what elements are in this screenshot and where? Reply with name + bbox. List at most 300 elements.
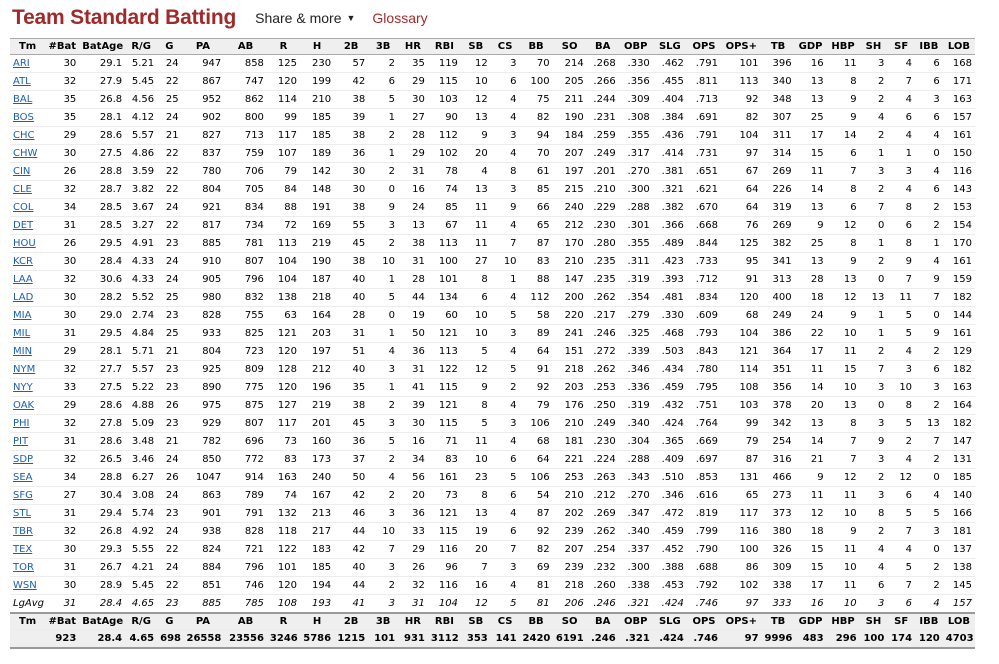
stat-cell-g: 21 (157, 343, 182, 361)
stat-cell-ops-plus: 116 (721, 523, 762, 541)
stat-cell-sb: 13 (461, 505, 491, 523)
total-cell-rbi: 3112 (428, 630, 461, 649)
column-header-h[interactable]: H (300, 39, 334, 55)
stat-cell-ba: .259 (587, 127, 619, 145)
footer-column-header-ba[interactable]: BA (587, 613, 619, 630)
team-link[interactable]: MIL (13, 328, 31, 339)
stat-cell-cs: 3 (491, 415, 520, 433)
stat-cell-slg: .388 (653, 559, 687, 577)
stat-cell-g: 21 (157, 127, 182, 145)
team-link[interactable]: ATL (13, 76, 31, 87)
stat-cell-ibb: 2 (915, 199, 943, 217)
stat-cell-sh: 3 (860, 415, 888, 433)
stat-cell-h: 183 (300, 541, 334, 559)
team-link[interactable]: COL (13, 202, 34, 213)
stat-cell-so: 211 (553, 91, 587, 109)
stat-cell-r: 128 (267, 361, 300, 379)
stat-cell-lob: 161 (943, 253, 975, 271)
stat-cell-ops-plus: 86 (721, 559, 762, 577)
stat-cell-ops-plus: 65 (721, 487, 762, 505)
footer-column-header-3b[interactable]: 3B (368, 613, 398, 630)
stat-cell-ibb: 2 (915, 397, 943, 415)
column-header-pa[interactable]: PA (182, 39, 225, 55)
stat-cell-ops: .691 (687, 109, 721, 127)
stat-cell-slg: .434 (653, 361, 687, 379)
column-header-batage[interactable]: BatAge (79, 39, 125, 55)
footer-column-header-hr[interactable]: HR (398, 613, 428, 630)
stat-cell-sf: 4 (887, 181, 915, 199)
footer-column-header-rbi[interactable]: RBI (428, 613, 461, 630)
team-cell (10, 181, 45, 199)
stat-cell-lob: 182 (943, 361, 975, 379)
column-header-hr[interactable]: HR (398, 39, 428, 55)
stat-cell-ops: .621 (687, 181, 721, 199)
column-header-sf[interactable]: SF (887, 39, 915, 55)
stat-cell-so: 214 (553, 55, 587, 73)
stat-cell-cs: 1 (491, 271, 520, 289)
stat-cell-batage: 28.6 (79, 397, 125, 415)
stat-cell-3b: 7 (368, 541, 398, 559)
team-cell (10, 415, 45, 433)
stat-cell-lob: 171 (943, 73, 975, 91)
share-more-button[interactable] (255, 10, 355, 26)
stat-cell-ab: 858 (224, 55, 267, 73)
stat-cell-sb: 6 (461, 289, 491, 307)
stat-cell-tb: 313 (762, 271, 795, 289)
stat-cell-pa: 851 (182, 577, 225, 595)
stat-cell-so: 176 (553, 397, 587, 415)
stat-cell-obp: .340 (619, 523, 653, 541)
stat-cell-slg: .436 (653, 127, 687, 145)
stat-cell-r-per-g: 4.86 (125, 145, 157, 163)
glossary-link[interactable]: Glossary (372, 10, 428, 26)
total-cell-ab: 23556 (224, 630, 267, 649)
stat-cell-2b: 28 (334, 307, 368, 325)
stat-cell-bb: 83 (520, 253, 553, 271)
stat-cell-r: 104 (267, 271, 300, 289)
stat-cell-ops: .712 (687, 271, 721, 289)
stat-cell-r: 72 (267, 217, 300, 235)
stat-cell-ops-plus: 103 (721, 397, 762, 415)
footer-column-header-ab[interactable]: AB (224, 613, 267, 630)
stat-cell-ops: .751 (687, 397, 721, 415)
column-header-ibb[interactable]: IBB (915, 39, 943, 55)
stat-cell-batage: 29.3 (79, 541, 125, 559)
stat-cell-r-per-g: 4.12 (125, 109, 157, 127)
total-cell-num-bat: 923 (45, 630, 79, 649)
stat-cell-batage: 28.6 (79, 433, 125, 451)
stat-cell-r: 83 (267, 451, 300, 469)
stat-cell-gdp: 15 (795, 559, 827, 577)
team-link[interactable]: MIN (13, 346, 33, 357)
stat-cell-g: 23 (157, 235, 182, 253)
stat-cell-sb: 8 (461, 271, 491, 289)
stat-cell-cs: 8 (491, 163, 520, 181)
team-link[interactable]: CHC (13, 130, 35, 141)
stat-cell-ibb: 5 (915, 505, 943, 523)
stat-cell-r-per-g: 5.09 (125, 415, 157, 433)
footer-column-header-r-per-g[interactable]: R/G (125, 613, 157, 630)
footer-column-header-tb[interactable]: TB (762, 613, 795, 630)
stat-cell-ba: .262 (587, 289, 619, 307)
stat-cell-sh: 3 (860, 55, 888, 73)
stat-cell-g: 24 (157, 523, 182, 541)
footer-column-header-hbp[interactable]: HBP (827, 613, 860, 630)
team-link[interactable]: HOU (13, 238, 36, 249)
stat-cell-so: 181 (553, 433, 587, 451)
stat-cell-batage: 28.9 (79, 577, 125, 595)
team-link[interactable]: LAD (13, 292, 34, 303)
footer-column-header-ibb[interactable]: IBB (915, 613, 943, 630)
team-link[interactable]: TEX (13, 544, 33, 555)
stat-cell-sb: 19 (461, 523, 491, 541)
footer-column-header-gdp[interactable]: GDP (795, 613, 827, 630)
team-link[interactable]: DET (13, 220, 34, 231)
column-header-sh[interactable]: SH (860, 39, 888, 55)
stat-cell-rbi: 121 (428, 325, 461, 343)
stat-cell-lob: 170 (943, 235, 975, 253)
stat-cell-3b: 2 (368, 397, 398, 415)
stat-cell-r-per-g: 3.48 (125, 433, 157, 451)
total-cell-sf: 174 (887, 630, 915, 649)
stat-cell-sh: 2 (860, 469, 888, 487)
stat-cell-sb: 8 (461, 397, 491, 415)
stat-cell-obp: .319 (619, 271, 653, 289)
stat-cell-h: 185 (300, 559, 334, 577)
stat-cell-sb: 12 (461, 361, 491, 379)
total-cell-cs: 141 (491, 630, 520, 649)
stat-cell-sf: 4 (887, 55, 915, 73)
stat-cell-rbi: 116 (428, 577, 461, 595)
stat-cell-slg: .393 (653, 271, 687, 289)
stat-cell-hbp: 12 (827, 217, 860, 235)
footer-column-header-obp[interactable]: OBP (619, 613, 653, 630)
column-header-g[interactable]: G (157, 39, 182, 55)
column-header-ab[interactable]: AB (224, 39, 267, 55)
stat-cell-pa: 921 (182, 199, 225, 217)
stat-cell-slg: .459 (653, 379, 687, 397)
team-cell (10, 487, 45, 505)
stat-cell-so: 170 (553, 235, 587, 253)
lgavg-cell-batage: 28.4 (79, 595, 125, 614)
column-header-num-bat[interactable]: #Bat (45, 39, 79, 55)
column-header-cs[interactable]: CS (491, 39, 520, 55)
stat-cell-ab: 696 (224, 433, 267, 451)
stat-cell-num-bat: 32 (45, 523, 79, 541)
stat-cell-sh: 1 (860, 325, 888, 343)
footer-column-header-pa[interactable]: PA (182, 613, 225, 630)
team-link[interactable]: LAA (13, 274, 33, 285)
stat-cell-hbp: 15 (827, 361, 860, 379)
stat-cell-sf: 11 (887, 289, 915, 307)
stat-cell-hr: 32 (398, 577, 428, 595)
footer-column-header-r[interactable]: R (267, 613, 300, 630)
footer-column-header-g[interactable]: G (157, 613, 182, 630)
total-cell-lob: 4703 (943, 630, 975, 649)
column-header-ops-plus[interactable]: OPS+ (721, 39, 762, 55)
stat-cell-sh: 7 (860, 199, 888, 217)
stat-cell-ab: 832 (224, 289, 267, 307)
column-header-r-per-g[interactable]: R/G (125, 39, 157, 55)
stat-cell-2b: 51 (334, 343, 368, 361)
team-link[interactable]: CIN (13, 166, 31, 177)
stat-cell-r: 117 (267, 415, 300, 433)
column-header-slg[interactable]: SLG (653, 39, 687, 55)
stat-cell-sb: 13 (461, 181, 491, 199)
stat-cell-3b: 10 (368, 523, 398, 541)
stat-cell-batage: 28.4 (79, 253, 125, 271)
team-link[interactable]: SFG (13, 490, 33, 501)
column-header-ba[interactable]: BA (587, 39, 619, 55)
stat-cell-ba: .253 (587, 379, 619, 397)
column-header-gdp[interactable]: GDP (795, 39, 827, 55)
stat-cell-ibb: 9 (915, 325, 943, 343)
stat-cell-ops-plus: 125 (721, 235, 762, 253)
stat-cell-tb: 341 (762, 253, 795, 271)
stat-cell-pa: 905 (182, 271, 225, 289)
stat-cell-ibb: 2 (915, 559, 943, 577)
stat-cell-cs: 10 (491, 253, 520, 271)
stat-cell-ba: .224 (587, 451, 619, 469)
footer-column-header-lob[interactable]: LOB (943, 613, 975, 630)
stat-cell-sf: 7 (887, 73, 915, 91)
team-link[interactable]: KCR (13, 256, 33, 267)
stat-cell-hr: 31 (398, 361, 428, 379)
stat-cell-batage: 28.7 (79, 181, 125, 199)
stat-cell-obp: .355 (619, 235, 653, 253)
stat-cell-num-bat: 35 (45, 91, 79, 109)
stat-cell-2b: 44 (334, 523, 368, 541)
stat-cell-num-bat: 32 (45, 361, 79, 379)
lgavg-cell-hbp: 10 (827, 595, 860, 614)
team-link[interactable]: SDP (13, 454, 34, 465)
stat-cell-sh: 4 (860, 541, 888, 559)
team-link[interactable]: CHW (13, 148, 38, 159)
stat-cell-slg: .472 (653, 505, 687, 523)
stat-cell-cs: 6 (491, 73, 520, 91)
footer-column-header-ops[interactable]: OPS (687, 613, 721, 630)
total-cell-sb: 353 (461, 630, 491, 649)
table-body (10, 55, 975, 614)
stat-cell-3b: 1 (368, 271, 398, 289)
team-cell (10, 451, 45, 469)
stat-cell-ibb: 13 (915, 415, 943, 433)
stat-cell-num-bat: 26 (45, 163, 79, 181)
team-cell (10, 127, 45, 145)
stat-cell-ops: .669 (687, 433, 721, 451)
stat-cell-num-bat: 32 (45, 181, 79, 199)
footer-column-header-sh[interactable]: SH (860, 613, 888, 630)
team-link[interactable]: WSN (13, 580, 37, 591)
total-cell-3b: 101 (368, 630, 398, 649)
column-header-2b[interactable]: 2B (334, 39, 368, 55)
stat-cell-sf: 2 (887, 433, 915, 451)
column-header-r[interactable]: R (267, 39, 300, 55)
stat-cell-ba: .201 (587, 163, 619, 181)
stat-cell-ba: .272 (587, 343, 619, 361)
stat-cell-ba: .262 (587, 523, 619, 541)
stat-cell-sb: 9 (461, 379, 491, 397)
stat-cell-bb: 70 (520, 55, 553, 73)
stat-cell-num-bat: 30 (45, 145, 79, 163)
column-header-tm[interactable]: Tm (10, 39, 45, 55)
stat-cell-hr: 30 (398, 91, 428, 109)
stat-cell-ops-plus: 64 (721, 181, 762, 199)
stat-cell-sh: 1 (860, 235, 888, 253)
table-row (10, 271, 975, 289)
stat-cell-ops-plus: 64 (721, 199, 762, 217)
stat-cell-rbi: 115 (428, 379, 461, 397)
column-header-sb[interactable]: SB (461, 39, 491, 55)
footer-column-header-ops-plus[interactable]: OPS+ (721, 613, 762, 630)
footer-column-header-batage[interactable]: BatAge (79, 613, 125, 630)
stat-cell-rbi: 100 (428, 253, 461, 271)
stat-cell-gdp: 14 (795, 379, 827, 397)
stat-cell-sh: 1 (860, 307, 888, 325)
stat-cell-cs: 9 (491, 199, 520, 217)
team-link[interactable]: NYY (13, 382, 33, 393)
stat-cell-2b: 37 (334, 451, 368, 469)
team-link[interactable]: BAL (13, 94, 33, 105)
column-header-so[interactable]: SO (553, 39, 587, 55)
stat-cell-ops: .697 (687, 451, 721, 469)
stat-cell-slg: .321 (653, 181, 687, 199)
stat-cell-sb: 10 (461, 307, 491, 325)
team-link[interactable]: MIA (13, 310, 32, 321)
stat-cell-rbi: 121 (428, 397, 461, 415)
stat-cell-gdp: 25 (795, 109, 827, 127)
team-link[interactable]: PIT (13, 436, 29, 447)
team-link[interactable]: TBR (13, 526, 33, 537)
footer-column-header-so[interactable]: SO (553, 613, 587, 630)
stat-cell-lob: 164 (943, 397, 975, 415)
stat-cell-slg: .346 (653, 487, 687, 505)
stat-cell-cs: 3 (491, 127, 520, 145)
stat-cell-pa: 824 (182, 541, 225, 559)
stat-cell-hbp: 9 (827, 253, 860, 271)
stat-cell-ops: .791 (687, 55, 721, 73)
team-link[interactable]: STL (13, 508, 32, 519)
stat-cell-cs: 6 (491, 487, 520, 505)
stat-cell-so: 202 (553, 505, 587, 523)
column-header-3b[interactable]: 3B (368, 39, 398, 55)
footer-column-header-tm[interactable]: Tm (10, 613, 45, 630)
stat-cell-hr: 36 (398, 505, 428, 523)
stat-cell-batage: 28.5 (79, 199, 125, 217)
stat-cell-rbi: 113 (428, 235, 461, 253)
stat-cell-sf: 4 (887, 91, 915, 109)
stat-cell-ops: .811 (687, 73, 721, 91)
stat-cell-2b: 35 (334, 379, 368, 397)
team-batting-table (10, 38, 975, 649)
column-header-lob[interactable]: LOB (943, 39, 975, 55)
stat-cell-hr: 41 (398, 379, 428, 397)
lgavg-cell-rbi: 104 (428, 595, 461, 614)
stat-cell-g: 22 (157, 145, 182, 163)
stat-cell-num-bat: 26 (45, 235, 79, 253)
team-link[interactable]: OAK (13, 400, 35, 411)
stat-cell-obp: .355 (619, 127, 653, 145)
stat-cell-r: 101 (267, 559, 300, 577)
stat-cell-so: 239 (553, 523, 587, 541)
stat-cell-lob: 143 (943, 181, 975, 199)
stat-cell-hr: 24 (398, 199, 428, 217)
stat-cell-ops: .792 (687, 577, 721, 595)
stat-cell-ops-plus: 97 (721, 145, 762, 163)
stat-cell-ba: .212 (587, 487, 619, 505)
column-header-tb[interactable]: TB (762, 39, 795, 55)
footer-column-header-num-bat[interactable]: #Bat (45, 613, 79, 630)
team-link[interactable]: NYM (13, 364, 36, 375)
column-header-rbi[interactable]: RBI (428, 39, 461, 55)
stat-cell-g: 24 (157, 451, 182, 469)
footer-column-header-h[interactable]: H (300, 613, 334, 630)
stat-cell-gdp: 12 (795, 505, 827, 523)
stat-cell-3b: 1 (368, 109, 398, 127)
stat-cell-tb: 319 (762, 199, 795, 217)
stat-cell-num-bat: 32 (45, 451, 79, 469)
table-row (10, 235, 975, 253)
stat-cell-slg: .455 (653, 73, 687, 91)
stat-cell-ab: 747 (224, 73, 267, 91)
stat-cell-rbi: 161 (428, 469, 461, 487)
stat-cell-rbi: 101 (428, 271, 461, 289)
stat-cell-pa: 933 (182, 325, 225, 343)
team-link[interactable]: CLE (13, 184, 32, 195)
stat-cell-r: 74 (267, 487, 300, 505)
footer-column-header-cs[interactable]: CS (491, 613, 520, 630)
stat-cell-g: 26 (157, 469, 182, 487)
total-cell-gdp: 483 (795, 630, 827, 649)
stat-cell-3b: 5 (368, 91, 398, 109)
team-cell (10, 163, 45, 181)
stat-cell-cs: 3 (491, 559, 520, 577)
stat-cell-r: 120 (267, 343, 300, 361)
stat-cell-rbi: 115 (428, 523, 461, 541)
stat-cell-batage: 28.1 (79, 343, 125, 361)
footer-column-header-sb[interactable]: SB (461, 613, 491, 630)
footer-column-header-bb[interactable]: BB (520, 613, 553, 630)
footer-column-header-sf[interactable]: SF (887, 613, 915, 630)
total-cell-tm (10, 630, 45, 649)
column-header-obp[interactable]: OBP (619, 39, 653, 55)
team-cell (10, 433, 45, 451)
stat-cell-2b: 40 (334, 271, 368, 289)
stat-cell-bb: 82 (520, 541, 553, 559)
column-header-bb[interactable]: BB (520, 39, 553, 55)
stat-cell-ba: .230 (587, 217, 619, 235)
column-header-hbp[interactable]: HBP (827, 39, 860, 55)
team-link[interactable]: PHI (13, 418, 30, 429)
stat-cell-obp: .288 (619, 199, 653, 217)
column-header-ops[interactable]: OPS (687, 39, 721, 55)
footer-column-header-2b[interactable]: 2B (334, 613, 368, 630)
stat-cell-num-bat: 32 (45, 415, 79, 433)
stat-cell-sf: 9 (887, 253, 915, 271)
team-link[interactable]: TOR (13, 562, 34, 573)
team-link[interactable]: ARI (13, 58, 30, 69)
stat-cell-cs: 3 (491, 55, 520, 73)
stat-cell-tb: 364 (762, 343, 795, 361)
stat-cell-slg: .462 (653, 55, 687, 73)
stat-cell-slg: .459 (653, 523, 687, 541)
table-row (10, 433, 975, 451)
stat-cell-num-bat: 31 (45, 217, 79, 235)
stat-cell-sh: 2 (860, 253, 888, 271)
team-link[interactable]: SEA (13, 472, 33, 483)
team-link[interactable]: BOS (13, 112, 34, 123)
footer-column-header-slg[interactable]: SLG (653, 613, 687, 630)
